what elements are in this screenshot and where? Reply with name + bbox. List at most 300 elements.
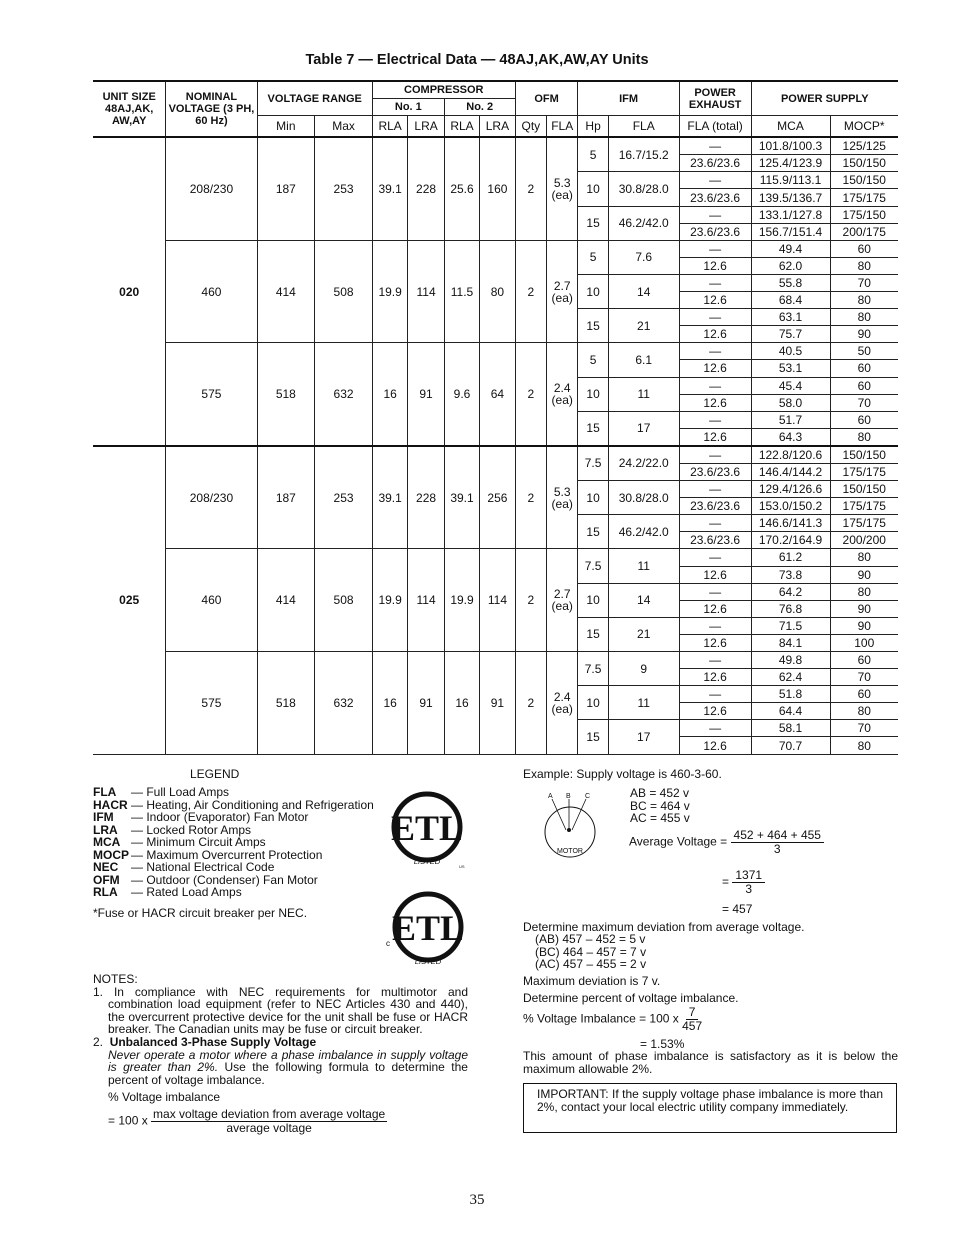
legend-item	[93, 811, 374, 824]
note-2-warning: Never operate a motor where a phase imbalance in supply voltage is greater than 2%.	[108, 1047, 468, 1075]
power-exhaust-fla-cell: —	[679, 206, 751, 223]
mca-cell: 129.4/126.6	[751, 481, 830, 498]
ifm-hp-cell: 5	[578, 343, 608, 377]
ofm-fla-cell: 2.7 (ea)	[547, 549, 578, 652]
compressor1-lra-cell: 91	[408, 652, 444, 755]
mca-cell: 62.4	[751, 669, 830, 686]
header-ofm-fla: FLA	[547, 116, 578, 138]
legend-def: — Minimum Circuit Amps	[131, 835, 266, 849]
power-exhaust-fla-cell: 12.6	[679, 257, 751, 274]
table-row	[93, 549, 898, 566]
mca-cell: 146.4/144.2	[751, 463, 830, 480]
power-exhaust-fla-cell: 23.6/23.6	[679, 155, 751, 172]
mocp-cell: 175/175	[830, 189, 898, 206]
compressor2-lra-cell: 80	[480, 240, 515, 343]
compressor2-lra-cell: 64	[480, 343, 515, 446]
power-exhaust-fla-cell: 12.6	[679, 292, 751, 309]
header-ifm: IFM	[578, 81, 679, 116]
electrical-data-table	[93, 80, 898, 755]
mca-cell: 170.2/164.9	[751, 532, 830, 549]
power-exhaust-fla-cell: 12.6	[679, 428, 751, 446]
compressor2-lra-cell: 91	[480, 652, 515, 755]
mca-cell: 63.1	[751, 309, 830, 326]
mca-cell: 51.7	[751, 411, 830, 428]
voltage-max-cell: 632	[315, 652, 373, 755]
ofm-fla-cell: 2.4 (ea)	[547, 652, 578, 755]
power-exhaust-fla-cell: —	[679, 343, 751, 360]
ifm-fla-cell: 21	[608, 617, 679, 651]
ofm-qty-cell: 2	[515, 652, 546, 755]
etl-listed-logo-us	[388, 788, 466, 870]
mocp-cell: 150/150	[830, 446, 898, 464]
header-mca: MCA	[751, 116, 830, 138]
mocp-cell: 90	[830, 600, 898, 617]
ifm-hp-cell: 10	[578, 686, 608, 720]
header-lra2: LRA	[480, 116, 515, 138]
sum-denominator: 3	[745, 881, 753, 896]
mocp-cell: 70	[830, 394, 898, 411]
imbalance-formula	[93, 1108, 468, 1134]
table-row	[93, 240, 898, 257]
note-2-body	[93, 1049, 468, 1087]
sum-fraction	[732, 869, 765, 895]
power-exhaust-fla-cell: 12.6	[679, 737, 751, 754]
average-denominator: 3	[773, 841, 781, 856]
ifm-hp-cell: 10	[578, 274, 608, 308]
power-exhaust-fla-cell: —	[679, 411, 751, 428]
percent-heading: Determine percent of voltage imbalance.	[523, 991, 739, 1005]
percent-formula	[523, 1006, 702, 1032]
mocp-cell: 60	[830, 652, 898, 669]
power-exhaust-fla-cell: 12.6	[679, 634, 751, 651]
mocp-cell: 70	[830, 720, 898, 737]
compressor2-rla-cell: 11.5	[444, 240, 479, 343]
table-body	[93, 137, 898, 754]
voltage-max-cell: 632	[315, 343, 373, 446]
mca-cell: 51.8	[751, 686, 830, 703]
compressor1-rla-cell: 39.1	[372, 446, 407, 549]
fuse-footnote: *Fuse or HACR circuit breaker per NEC.	[93, 906, 308, 920]
ifm-fla-cell: 17	[608, 720, 679, 754]
power-exhaust-fla-cell: 12.6	[679, 326, 751, 343]
header-mocp: MOCP*	[830, 116, 898, 138]
power-exhaust-fla-cell: —	[679, 446, 751, 464]
ofm-qty-cell: 2	[515, 137, 546, 240]
legend-def: — Indoor (Evaporator) Fan Motor	[131, 810, 309, 824]
power-exhaust-fla-cell: 12.6	[679, 600, 751, 617]
compressor1-lra-cell: 114	[408, 240, 444, 343]
mocp-cell: 150/150	[830, 481, 898, 498]
header-voltage-range: VOLTAGE RANGE	[257, 81, 372, 116]
power-exhaust-fla-cell: 12.6	[679, 360, 751, 377]
mca-cell: 40.5	[751, 343, 830, 360]
ifm-hp-cell: 15	[578, 720, 608, 754]
legend-def: — Locked Rotor Amps	[131, 822, 252, 837]
ifm-hp-cell: 15	[578, 206, 608, 240]
mca-cell: 75.7	[751, 326, 830, 343]
table-header	[93, 81, 898, 137]
header-pe-fla: FLA (total)	[679, 116, 751, 138]
voltage-ab: AB = 452 v	[630, 786, 690, 800]
mocp-cell: 60	[830, 240, 898, 257]
mca-cell: 153.0/150.2	[751, 498, 830, 515]
compressor2-lra-cell: 256	[480, 446, 515, 549]
mocp-cell: 200/175	[830, 223, 898, 240]
compressor1-lra-cell: 91	[408, 343, 444, 446]
header-qty: Qty	[515, 116, 546, 138]
percent-denominator: 457	[682, 1018, 703, 1033]
voltage-readings	[630, 787, 690, 825]
table-row	[93, 446, 898, 464]
voltage-max-cell: 508	[315, 549, 373, 652]
power-exhaust-fla-cell: —	[679, 686, 751, 703]
power-exhaust-fla-cell: —	[679, 652, 751, 669]
average-voltage-fraction	[731, 829, 824, 855]
ofm-fla-cell: 2.4 (ea)	[547, 343, 578, 446]
power-exhaust-fla-cell: 23.6/23.6	[679, 498, 751, 515]
legend-def: — Rated Load Amps	[131, 885, 242, 899]
average-voltage-label: Average Voltage =	[629, 834, 728, 849]
mocp-cell: 80	[830, 292, 898, 309]
terminal-b-label: B	[566, 793, 571, 800]
mca-cell: 73.8	[751, 566, 830, 583]
maximum-deviation: Maximum deviation is 7 v.	[523, 974, 661, 988]
legend-abbr: LRA	[93, 822, 118, 837]
power-exhaust-fla-cell: —	[679, 172, 751, 189]
legend-abbr: IFM	[93, 810, 114, 824]
note-2-title: Unbalanced 3-Phase Supply Voltage	[109, 1034, 317, 1049]
power-exhaust-fla-cell: 12.6	[679, 566, 751, 583]
mocp-cell: 70	[830, 274, 898, 291]
ifm-fla-cell: 11	[608, 377, 679, 411]
listed-mark-text: LISTED	[414, 957, 442, 966]
mocp-cell: 100	[830, 634, 898, 651]
mca-cell: 68.4	[751, 292, 830, 309]
ifm-fla-cell: 24.2/22.0	[608, 446, 679, 481]
mca-cell: 101.8/100.3	[751, 137, 830, 155]
ifm-hp-cell: 15	[578, 515, 608, 549]
power-exhaust-fla-cell: —	[679, 583, 751, 600]
ifm-hp-cell: 15	[578, 309, 608, 343]
header-power-exhaust: POWER EXHAUST	[679, 81, 751, 116]
percent-result: = 1.53%	[640, 1037, 685, 1051]
motor-diagram	[535, 790, 605, 862]
power-exhaust-fla-cell: —	[679, 481, 751, 498]
ifm-fla-cell: 11	[608, 549, 679, 583]
compressor1-lra-cell: 114	[408, 549, 444, 652]
compressor1-rla-cell: 19.9	[372, 549, 407, 652]
average-result: = 457	[722, 902, 753, 916]
mocp-cell: 90	[830, 617, 898, 634]
voltage-bc: BC = 464 v	[630, 798, 690, 813]
power-exhaust-fla-cell: 12.6	[679, 394, 751, 411]
mocp-cell: 175/175	[830, 498, 898, 515]
mca-cell: 64.4	[751, 703, 830, 720]
ifm-hp-cell: 15	[578, 411, 608, 446]
mocp-cell: 80	[830, 703, 898, 720]
power-exhaust-fla-cell: 12.6	[679, 669, 751, 686]
power-exhaust-fla-cell: 23.6/23.6	[679, 223, 751, 240]
us-mark-text: US	[459, 864, 465, 869]
mca-cell: 61.2	[751, 549, 830, 566]
mca-cell: 122.8/120.6	[751, 446, 830, 464]
mocp-cell: 90	[830, 326, 898, 343]
legend-item	[93, 786, 374, 799]
power-exhaust-fla-cell: 12.6	[679, 703, 751, 720]
voltage-min-cell: 414	[257, 549, 315, 652]
average-numerator: 452 + 464 + 455	[731, 829, 824, 843]
mocp-cell: 60	[830, 411, 898, 428]
mocp-cell: 70	[830, 669, 898, 686]
important-notice: IMPORTANT: If the supply voltage phase imbalance is more than 2%, contact your local electric utility company immediately.	[523, 1083, 897, 1133]
ifm-fla-cell: 14	[608, 583, 679, 617]
power-exhaust-fla-cell: 23.6/23.6	[679, 189, 751, 206]
voltage-max-cell: 508	[315, 240, 373, 343]
compressor1-rla-cell: 19.9	[372, 240, 407, 343]
mocp-cell: 175/175	[830, 515, 898, 532]
legend-def: — Heating, Air Conditioning and Refrigeration	[131, 797, 374, 812]
legend-abbr: HACR	[93, 797, 128, 812]
nominal-voltage-cell: 575	[166, 343, 257, 446]
imbalance-label: % Voltage imbalance	[108, 1090, 221, 1105]
legend-item	[93, 836, 374, 849]
average-voltage-formula	[629, 829, 824, 855]
formula-prefix: = 100 x	[108, 1113, 148, 1128]
mocp-cell: 150/150	[830, 155, 898, 172]
mca-cell: 58.1	[751, 720, 830, 737]
mocp-cell: 60	[830, 377, 898, 394]
listed-mark-text: LISTED	[413, 857, 441, 866]
mca-cell: 49.4	[751, 240, 830, 257]
ofm-qty-cell: 2	[515, 549, 546, 652]
compressor1-rla-cell: 39.1	[372, 137, 407, 240]
ifm-fla-cell: 30.8/28.0	[608, 481, 679, 515]
compressor2-rla-cell: 9.6	[444, 343, 479, 446]
ofm-fla-cell: 5.3 (ea)	[547, 446, 578, 549]
compressor2-rla-cell: 25.6	[444, 137, 479, 240]
header-power-supply: POWER SUPPLY	[751, 81, 898, 116]
ifm-hp-cell: 15	[578, 617, 608, 651]
mocp-cell: 80	[830, 309, 898, 326]
legend-def: — Outdoor (Condenser) Fan Motor	[131, 872, 318, 887]
note-2-instructions: Use the following formula to determine the percent of voltage imbalance.	[108, 1060, 468, 1087]
deviation-ab: (AB) 457 – 452 = 5 v	[535, 932, 646, 946]
table-row	[93, 137, 898, 155]
legend-item	[93, 861, 374, 874]
compressor2-lra-cell: 114	[480, 549, 515, 652]
power-exhaust-fla-cell: —	[679, 274, 751, 291]
terminal-c-label: C	[585, 793, 591, 800]
legend-def: — Full Load Amps	[131, 785, 230, 799]
legend-abbr: NEC	[93, 860, 119, 874]
deviation-ac: (AC) 457 – 455 = 2 v	[535, 957, 647, 972]
header-lra1: LRA	[408, 116, 444, 138]
unit-size-cell: 020	[93, 137, 166, 446]
ifm-fla-cell: 9	[608, 652, 679, 686]
voltage-min-cell: 187	[257, 446, 315, 549]
mca-cell: 58.0	[751, 394, 830, 411]
mca-cell: 115.9/113.1	[751, 172, 830, 189]
legend-abbr: MOCP	[93, 847, 129, 862]
mocp-cell: 80	[830, 257, 898, 274]
note-2-number: 2.	[93, 1034, 104, 1049]
average-sum-formula	[722, 869, 765, 895]
deviation-heading: Determine maximum deviation from average voltage.	[523, 920, 805, 934]
mca-cell: 76.8	[751, 600, 830, 617]
power-exhaust-fla-cell: —	[679, 720, 751, 737]
mocp-cell: 90	[830, 566, 898, 583]
ifm-hp-cell: 5	[578, 240, 608, 274]
compressor1-rla-cell: 16	[372, 343, 407, 446]
power-exhaust-fla-cell: —	[679, 549, 751, 566]
header-max: Max	[315, 116, 373, 138]
example-heading: Example: Supply voltage is 460-3-60.	[523, 767, 722, 781]
mca-cell: 64.3	[751, 428, 830, 446]
ofm-qty-cell: 2	[515, 446, 546, 549]
compressor2-lra-cell: 160	[480, 137, 515, 240]
nominal-voltage-cell: 208/230	[166, 137, 257, 240]
ifm-fla-cell: 30.8/28.0	[608, 172, 679, 206]
mocp-cell: 80	[830, 428, 898, 446]
mocp-cell: 60	[830, 360, 898, 377]
power-exhaust-fla-cell: 23.6/23.6	[679, 532, 751, 549]
ifm-hp-cell: 10	[578, 481, 608, 515]
power-exhaust-fla-cell: —	[679, 137, 751, 155]
mocp-cell: 175/175	[830, 463, 898, 480]
legend-title: LEGEND	[190, 767, 240, 781]
ofm-fla-cell: 2.7 (ea)	[547, 240, 578, 343]
power-exhaust-fla-cell: —	[679, 309, 751, 326]
voltage-min-cell: 518	[257, 343, 315, 446]
mocp-cell: 175/150	[830, 206, 898, 223]
ifm-hp-cell: 10	[578, 377, 608, 411]
ifm-fla-cell: 46.2/42.0	[608, 515, 679, 549]
mocp-cell: 60	[830, 686, 898, 703]
nominal-voltage-cell: 575	[166, 652, 257, 755]
compressor2-rla-cell: 39.1	[444, 446, 479, 549]
terminal-a-label: A	[548, 793, 553, 800]
ofm-qty-cell: 2	[515, 240, 546, 343]
header-compressor: COMPRESSOR	[372, 81, 515, 99]
mca-cell: 45.4	[751, 377, 830, 394]
header-compressor-no1: No. 1	[372, 99, 444, 116]
ofm-fla-cell: 5.3 (ea)	[547, 137, 578, 240]
mca-cell: 125.4/123.9	[751, 155, 830, 172]
ifm-hp-cell: 5	[578, 137, 608, 172]
mocp-cell: 50	[830, 343, 898, 360]
page-number: 35	[469, 1192, 485, 1208]
ifm-fla-cell: 14	[608, 274, 679, 308]
voltage-min-cell: 518	[257, 652, 315, 755]
header-ofm: OFM	[515, 81, 578, 116]
ifm-fla-cell: 6.1	[608, 343, 679, 377]
mca-cell: 84.1	[751, 634, 830, 651]
ifm-hp-cell: 10	[578, 172, 608, 206]
motor-label: MOTOR	[557, 848, 583, 855]
ifm-hp-cell: 10	[578, 583, 608, 617]
power-exhaust-fla-cell: 23.6/23.6	[679, 463, 751, 480]
mocp-cell: 200/200	[830, 532, 898, 549]
mocp-cell: 80	[830, 583, 898, 600]
formula-denominator: average voltage	[226, 1120, 312, 1135]
etl-mark-text: ETL	[391, 908, 465, 948]
nominal-voltage-cell: 460	[166, 240, 257, 343]
legend-def: — Maximum Overcurrent Protection	[131, 847, 323, 862]
deviation-lines	[535, 933, 646, 971]
header-ifm-fla: FLA	[608, 116, 679, 138]
voltage-max-cell: 253	[315, 137, 373, 240]
header-rla1: RLA	[372, 116, 407, 138]
mocp-cell: 150/150	[830, 172, 898, 189]
mocp-cell: 80	[830, 737, 898, 754]
sum-numerator: 1371	[732, 869, 765, 883]
percent-fraction	[682, 1006, 702, 1032]
etl-listed-logo-canada	[383, 888, 467, 970]
ofm-qty-cell: 2	[515, 343, 546, 446]
notes-heading: NOTES:	[93, 972, 138, 986]
table-row	[93, 343, 898, 360]
mca-cell: 146.6/141.3	[751, 515, 830, 532]
deviation-bc: (BC) 464 – 457 = 7 v	[535, 944, 647, 959]
header-compressor-no2: No. 2	[444, 99, 515, 116]
mca-cell: 70.7	[751, 737, 830, 754]
ifm-fla-cell: 21	[608, 309, 679, 343]
ifm-fla-cell: 7.6	[608, 240, 679, 274]
power-exhaust-fla-cell: —	[679, 515, 751, 532]
formula-numerator: max voltage deviation from average voltage	[153, 1106, 386, 1121]
mca-cell: 49.8	[751, 652, 830, 669]
mca-cell: 133.1/127.8	[751, 206, 830, 223]
mocp-cell: 125/125	[830, 137, 898, 155]
table-title: Table 7 — Electrical Data — 48AJ,AK,AW,AY Units	[305, 52, 649, 68]
mca-cell: 71.5	[751, 617, 830, 634]
percent-label: % Voltage Imbalance = 100 x	[523, 1011, 679, 1026]
ifm-hp-cell: 7.5	[578, 549, 608, 583]
c-mark-text: c	[386, 939, 390, 948]
compressor1-lra-cell: 228	[408, 446, 444, 549]
voltage-min-cell: 414	[257, 240, 315, 343]
header-rla2: RLA	[444, 116, 479, 138]
mca-cell: 53.1	[751, 360, 830, 377]
mca-cell: 139.5/136.7	[751, 189, 830, 206]
legend-def: — National Electrical Code	[131, 860, 275, 874]
note-1: 1. In compliance with NEC requirements for multimotor and combination load equipment (refer to NEC Articles 430 and 440), the overcurrent protective device for the unit shall be fuse or HACR breaker. The Canadian units may be fuse or circuit breaker.	[93, 984, 468, 1037]
legend	[93, 786, 374, 899]
legend-abbr: MCA	[93, 835, 121, 849]
nominal-voltage-cell: 460	[166, 549, 257, 652]
compressor2-rla-cell: 19.9	[444, 549, 479, 652]
imbalance-conclusion: This amount of phase imbalance is satisfactory as it is below the maximum allowable 2%.	[523, 1049, 898, 1076]
mca-cell: 55.8	[751, 274, 830, 291]
header-min: Min	[257, 116, 315, 138]
legend-item	[93, 886, 374, 899]
header-hp: Hp	[578, 116, 608, 138]
voltage-ac: AC = 455 v	[630, 811, 690, 826]
header-unit-size: UNIT SIZE 48AJ,AK, AW,AY	[93, 81, 166, 137]
ifm-fla-cell: 17	[608, 411, 679, 446]
compressor1-rla-cell: 16	[372, 652, 407, 755]
ifm-hp-cell: 7.5	[578, 446, 608, 481]
ifm-fla-cell: 11	[608, 686, 679, 720]
power-exhaust-fla-cell: —	[679, 377, 751, 394]
mca-cell: 156.7/151.4	[751, 223, 830, 240]
formula-fraction	[151, 1108, 387, 1134]
table-row	[93, 652, 898, 669]
voltage-min-cell: 187	[257, 137, 315, 240]
power-exhaust-fla-cell: —	[679, 617, 751, 634]
etl-mark-text: ETL	[390, 808, 464, 848]
header-nominal-voltage: NOMINAL VOLTAGE (3 PH, 60 Hz)	[166, 81, 257, 137]
